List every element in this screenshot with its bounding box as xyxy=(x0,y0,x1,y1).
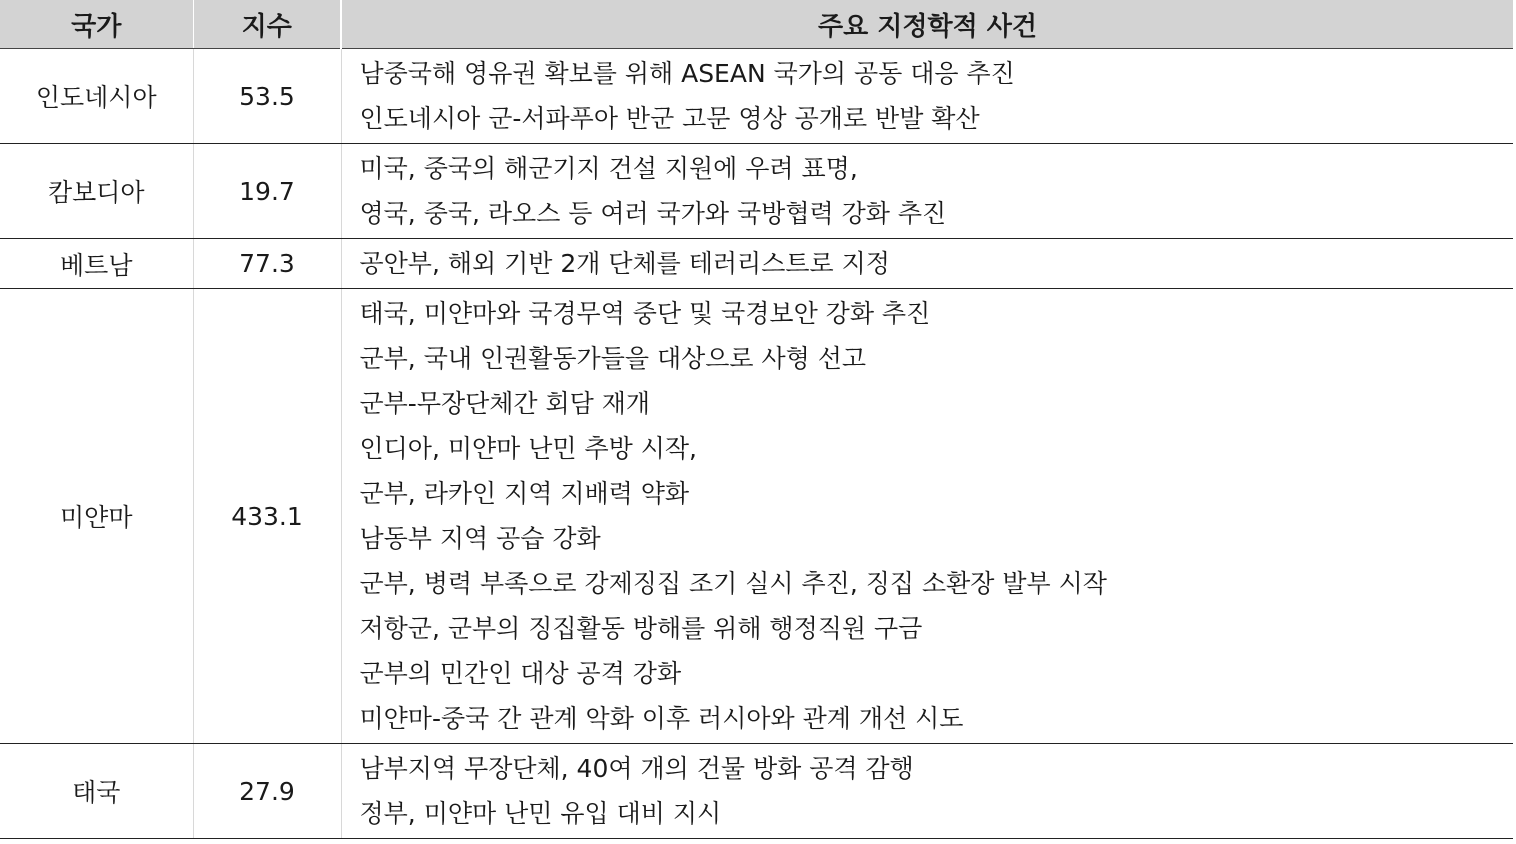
index-cell: 77.3 xyxy=(193,239,341,289)
event-item: 군부, 국내 인권활동가들을 대상으로 사형 선고 xyxy=(359,344,867,373)
table-body xyxy=(0,49,1513,839)
index-cell: 53.5 xyxy=(193,49,341,144)
event-item: 공안부, 해외 기반 2개 단체를 테러리스트로 지정 xyxy=(359,249,890,278)
event-item: 인도네시아 군-서파푸아 반군 고문 영상 공개로 반발 확산 xyxy=(359,104,980,133)
header-index: 지수 xyxy=(193,0,341,49)
event-item: 미국, 중국의 해군기지 건설 지원에 우려 표명, xyxy=(359,154,858,183)
index-cell: 433.1 xyxy=(193,289,341,744)
event-item: 미얀마-중국 간 관계 악화 이후 러시아와 관계 개선 시도 xyxy=(359,704,964,733)
index-cell: 19.7 xyxy=(193,144,341,239)
header-row xyxy=(0,0,1513,49)
event-item: 영국, 중국, 라오스 등 여러 국가와 국방협력 강화 추진 xyxy=(359,199,947,228)
country-cell: 캄보디아 xyxy=(0,144,193,239)
table-header xyxy=(0,0,1513,49)
index-cell: 27.9 xyxy=(193,744,341,839)
event-item: 군부의 민간인 대상 공격 강화 xyxy=(359,659,682,688)
event-item: 남동부 지역 공습 강화 xyxy=(359,524,601,553)
event-item: 남중국해 영유권 확보를 위해 ASEAN 국가의 공동 대응 추진 xyxy=(359,59,1015,88)
event-item: 군부, 라카인 지역 지배력 약화 xyxy=(359,479,690,508)
event-item: 인디아, 미얀마 난민 추방 시작, xyxy=(359,434,697,463)
events-cell xyxy=(341,239,1513,289)
country-cell: 인도네시아 xyxy=(0,49,193,144)
events-cell xyxy=(341,289,1513,744)
table-row xyxy=(0,49,1513,144)
event-item: 저항군, 군부의 징집활동 방해를 위해 행정직원 구금 xyxy=(359,614,923,643)
events-cell xyxy=(341,49,1513,144)
header-country: 국가 xyxy=(0,0,193,49)
table-row xyxy=(0,289,1513,744)
table-row xyxy=(0,239,1513,289)
event-item: 군부-무장단체간 회담 재개 xyxy=(359,389,651,418)
event-item: 태국, 미얀마와 국경무역 중단 및 국경보안 강화 추진 xyxy=(359,299,931,328)
table-row xyxy=(0,744,1513,839)
event-item: 군부, 병력 부족으로 강제징집 조기 실시 추진, 징집 소환장 발부 시작 xyxy=(359,569,1107,598)
event-item: 남부지역 무장단체, 40여 개의 건물 방화 공격 감행 xyxy=(359,754,914,783)
country-cell: 베트남 xyxy=(0,239,193,289)
table-row xyxy=(0,144,1513,239)
event-item: 정부, 미얀마 난민 유입 대비 지시 xyxy=(359,799,722,828)
header-events: 주요 지정학적 사건 xyxy=(341,0,1513,49)
events-cell xyxy=(341,144,1513,239)
events-cell xyxy=(341,744,1513,839)
country-cell: 태국 xyxy=(0,744,193,839)
country-cell: 미얀마 xyxy=(0,289,193,744)
